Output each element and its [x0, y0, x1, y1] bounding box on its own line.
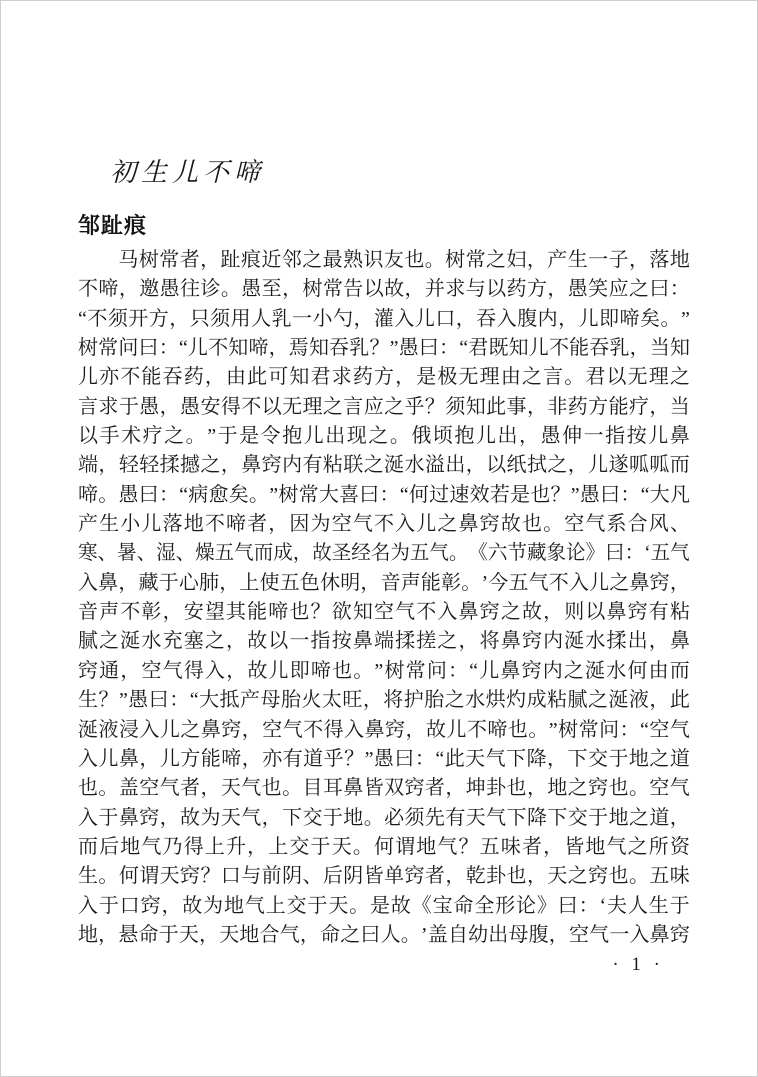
text-line: 地 ， 悬 命 于 天 ， 天 地 合 气 ， 命 之 曰 人 。 ’ 盖 自 幼 出 母 腹 ， 空 气 一 入 鼻 窍	[78, 923, 690, 946]
text-line: 生 ？ ” 愚 曰 ： “ 大 抵 产 母 胎 火 太 旺 ， 将 护 胎 之 水 烘 灼 成 粘 腻 之 涎 液 ， 此	[78, 689, 690, 712]
text-line: 窍 通 ， 空 气 得 入 ， 故 儿 即 啼 也 。 ” 树 常 问 ： “ 儿 鼻 窍 内 之 涎 水 何 由 而	[78, 659, 690, 682]
text-line: 不 啼 ， 邀 愚 往 诊 。 愚 至 ， 树 常 告 以 故 ， 并 求 与 以 药 方 ， 愚 笑 应 之 曰 ：	[78, 278, 690, 301]
text-line: 入 儿 鼻 ， 儿 方 能 啼 ， 亦 有 道 乎 ？ ” 愚 曰 ： “ 此 天 气 下 降 ， 下 交 于 地 之 道	[78, 747, 690, 770]
text-line: 寒 、 暑 、 湿 、 燥 五 气 而 成 ， 故 圣 经 名 为 五 气 。 《 六 节 藏 象 论 》 曰 ： ‘ 五 气	[78, 542, 690, 565]
author-heading: 邹趾痕	[78, 213, 148, 238]
text-line: 儿 亦 不 能 吞 药 ， 由 此 可 知 君 求 药 方 ， 是 极 无 理 由 之 言 。 君 以 无 理 之	[78, 366, 690, 389]
text-line: 入 于 鼻 窍 ， 故 为 天 气 ， 下 交 于 地 。 必 须 先 有 天 气 下 降 下 交 于 地 之 道 ，	[78, 806, 690, 829]
text-line: 言 求 于 愚 ， 愚 安 得 不 以 无 理 之 言 应 之 乎 ？ 须 知 此 事 ， 非 药 方 能 疗 ， 当	[78, 395, 690, 418]
text-line: 而 后 地 气 乃 得 上 升 ， 上 交 于 天 。 何 谓 地 气 ？ 五 味 者 ， 皆 地 气 之 所 资	[78, 835, 690, 858]
text-line: 产 生 小 儿 落 地 不 啼 者 ， 因 为 空 气 不 入 儿 之 鼻 窍 故 也 。 空 气 系 合 风 、	[78, 513, 690, 536]
text-line: 腻 之 涎 水 充 塞 之 ， 故 以 一 指 按 鼻 端 揉 搓 之 ， 将 鼻 窍 内 涎 水 揉 出 ， 鼻	[78, 630, 690, 653]
text-line: 啼 。 愚 曰 ： “ 病 愈 矣 。 ” 树 常 大 喜 曰 ： “ 何 过 速 效 若 是 也 ？ ” 愚 曰 ： “ 大 凡	[78, 483, 690, 506]
text-line: 入 鼻 ， 藏 于 心 肺 ， 上 使 五 色 休 明 ， 音 声 能 彰 。 ’ 今 五 气 不 入 儿 之 鼻 窍 ，	[78, 571, 690, 594]
text-line: 树 常 问 曰 ： “ 儿 不 知 啼 ， 焉 知 吞 乳 ？ ” 愚 曰 ： “ 君 既 知 儿 不 能 吞 乳 ， 当 知	[78, 337, 690, 360]
text-line: “ 不 须 开 方 ， 只 须 用 人 乳 一 小 勺 ， 灌 入 儿 口 ， 吞 入 腹 内 ， 儿 即 啼 矣 。 ”	[78, 307, 690, 330]
text-line: 马 树 常 者 ， 趾 痕 近 邻 之 最 熟 识 友 也 。 树 常 之 妇 ， 产 生 一 子 ， 落 地	[118, 249, 690, 271]
text-line: 音 声 不 彰 ， 安 望 其 能 啼 也 ？ 欲 知 空 气 不 入 鼻 窍 之 故 ， 则 以 鼻 窍 有 粘	[78, 601, 690, 624]
text-line: 涎 液 浸 入 儿 之 鼻 窍 ， 空 气 不 得 入 鼻 窍 ， 故 儿 不 啼 也 。 ” 树 常 问 ： “ 空 气	[78, 718, 690, 741]
text-line: 以 手 术 疗 之 。 ” 于 是 令 抱 儿 出 现 之 。 俄 顷 抱 儿 出 ， 愚 伸 一 指 按 儿 鼻	[78, 425, 690, 448]
text-line: 也 。 盖 空 气 者 ， 天 气 也 。 目 耳 鼻 皆 双 窍 者 ， 坤 卦 也 ， 地 之 窍 也 。 空 气	[78, 777, 690, 800]
body-text	[78, 246, 690, 950]
text-line: 端 ， 轻 轻 揉 撼 之 ， 鼻 窍 内 有 粘 联 之 涎 水 溢 出 ， 以 纸 拭 之 ， 儿 遂 呱 呱 而	[78, 454, 690, 477]
page-title: 初生儿不啼	[110, 158, 266, 187]
page-number: · 1 ·	[612, 954, 664, 975]
text-line: 入 于 口 窍 ， 故 为 地 气 上 交 于 天 。 是 故 《 宝 命 全 形 论 》 曰 ： ‘ 夫 人 生 于	[78, 894, 690, 917]
text-line: 生 。 何 谓 天 窍 ？ 口 与 前 阴 、 后 阴 皆 单 窍 者 ， 乾 卦 也 ， 天 之 窍 也 。 五 味	[78, 865, 690, 888]
